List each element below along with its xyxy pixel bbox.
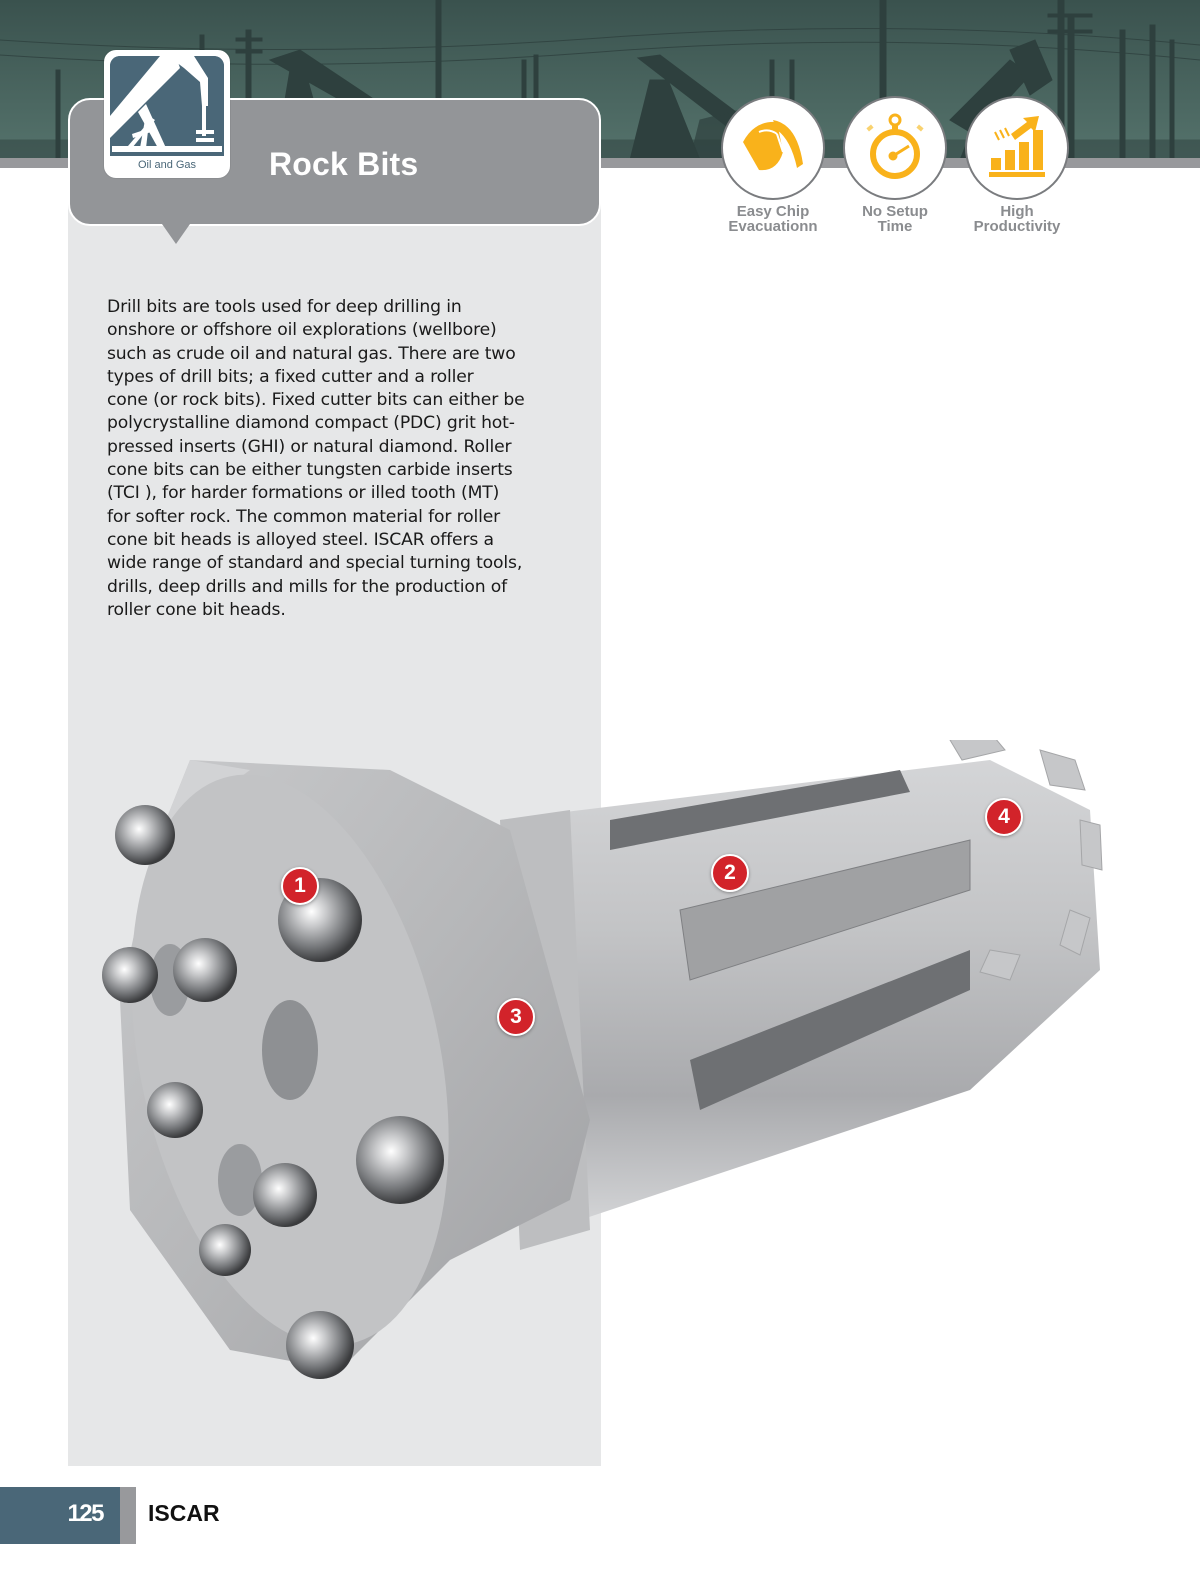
feature-high-productivity <box>962 96 1072 234</box>
drill-bit-image <box>90 740 1120 1390</box>
callout-marker-2: 2 <box>711 854 749 892</box>
feature-icons <box>718 96 1078 246</box>
feature-circle <box>721 96 825 200</box>
feature-no-setup-time <box>840 96 950 234</box>
page-title: Rock Bits <box>269 146 419 182</box>
callout-marker-4: 4 <box>985 798 1023 836</box>
stopwatch-icon <box>855 108 935 188</box>
feature-easy-chip-evacuation <box>718 96 828 234</box>
oil-pump-jack-icon <box>110 56 224 156</box>
feature-label: Easy Chip Evacuationn <box>728 203 818 235</box>
rock-drill-bit-illustration <box>90 740 1120 1390</box>
feature-circle <box>843 96 947 200</box>
feature-circle <box>965 96 1069 200</box>
brand-name: ISCAR <box>148 1500 220 1526</box>
callout-marker-3: 3 <box>497 998 535 1036</box>
page-number: 125 <box>67 1500 103 1527</box>
category-badge-label: Oil and Gas <box>137 159 197 171</box>
feature-label: High Productivity <box>973 203 1061 235</box>
page-number-accent <box>120 1487 136 1544</box>
callout-marker-1: 1 <box>281 867 319 905</box>
feature-label: No Setup Time <box>862 203 928 235</box>
chip-bucket-icon <box>733 108 813 188</box>
category-badge <box>104 50 230 178</box>
title-callout-pointer <box>162 224 190 244</box>
description-paragraph: Drill bits are tools used for deep drilling in onshore or offshore oil explorations (wellbore) such as crude oil and natural gas. There are two types of drill bits; a fixed cutter and a roller cone (or rock bits). Fixed cutter bits can either be polycrystalline diamond compact (PDC) grit hot- pressed inserts (GHI) or natural diamond. Roller cone bits can be either tungsten carbide inserts (TCI ), for harder formations or illed tooth (MT) for softer rock. The common material for roller cone bit heads is alloyed steel. ISCAR offers a wide range of standard and special turning tools, drills, deep drills and mills for the production of roller cone bit heads. <box>107 297 525 620</box>
rising-bar-chart-icon <box>977 108 1057 188</box>
